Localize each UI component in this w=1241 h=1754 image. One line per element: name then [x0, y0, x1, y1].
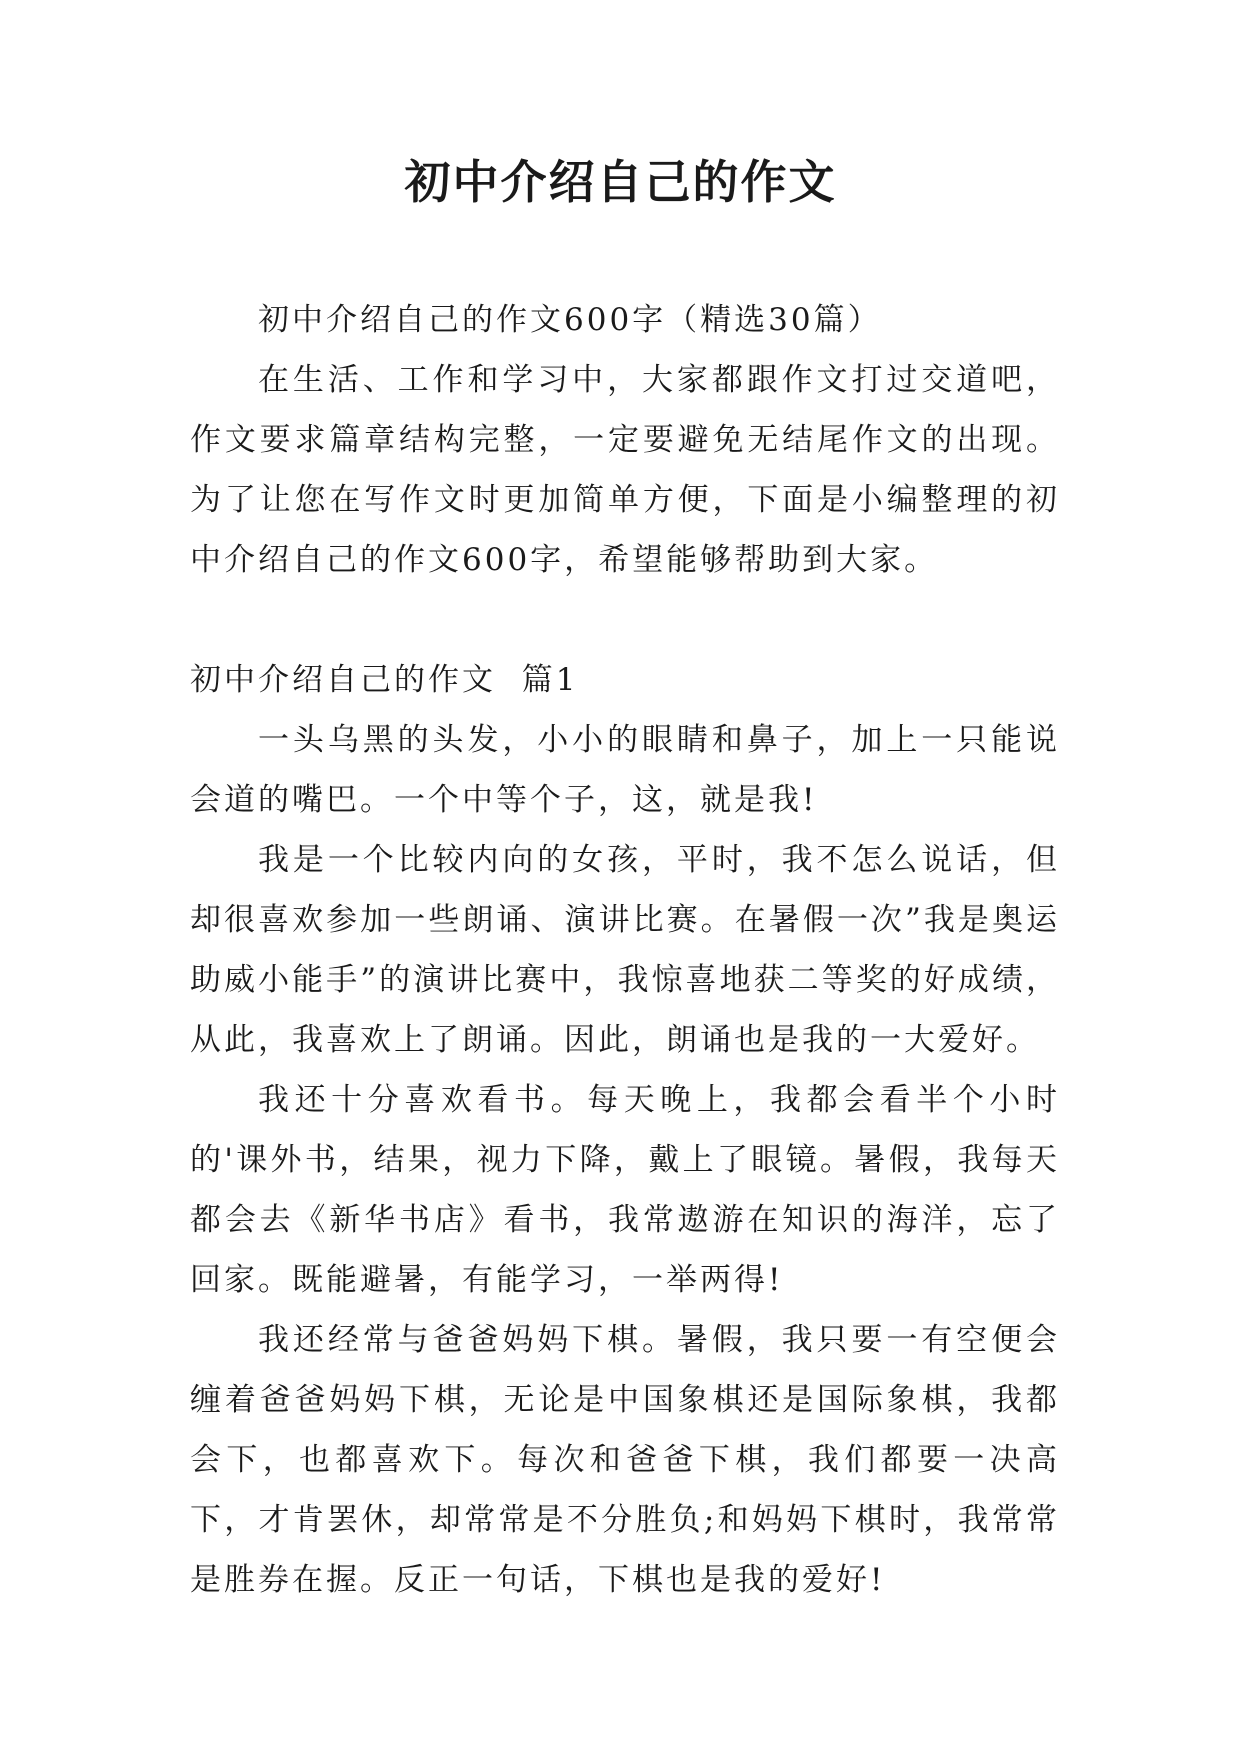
document-title: 初中介绍自己的作文 — [404, 155, 837, 209]
essay-paragraph: 我还经常与爸爸妈妈下棋。暑假，我只要一有空便会缠着爸爸妈妈下棋，无论是中国象棋还是国际象棋，我都会下，也都喜欢下。每次和爸爸下棋，我们都要一决高下，才肯罢休，却常常是不分胜负;和妈妈下棋时，我常常是胜券在握。反正一句话，下棋也是我的爱好! — [190, 1322, 1060, 1598]
essay-paragraph: 我是一个比较内向的女孩，平时，我不怎么说话，但却很喜欢参加一些朗诵、演讲比赛。在暑假一次”我是奥运助威小能手”的演讲比赛中，我惊喜地获二等奖的好成绩，从此，我喜欢上了朗诵。因此，朗诵也是我的一大爱好。 — [190, 842, 1060, 1058]
section-heading: 初中介绍自己的作文 篇1 — [190, 662, 579, 698]
intro-paragraph: 在生活、工作和学习中，大家都跟作文打过交道吧，作文要求篇章结构完整，一定要避免无结尾作文的出现。为了让您在写作文时更加简单方便，下面是小编整理的初中介绍自己的作文600字，希望能够帮助到大家。 — [190, 362, 1060, 578]
document-body — [190, 290, 1060, 1610]
essay-paragraph: 一头乌黑的头发，小小的眼睛和鼻子，加上一只能说会道的嘴巴。一个中等个子，这，就是我! — [190, 722, 1060, 818]
essay-paragraph: 我还十分喜欢看书。每天晚上，我都会看半个小时的'课外书，结果，视力下降，戴上了眼镜。暑假，我每天都会去《新华书店》看书，我常遨游在知识的海洋，忘了回家。既能避暑，有能学习，一举两得! — [190, 1082, 1060, 1298]
document-subtitle: 初中介绍自己的作文600字（精选30篇） — [258, 302, 882, 338]
